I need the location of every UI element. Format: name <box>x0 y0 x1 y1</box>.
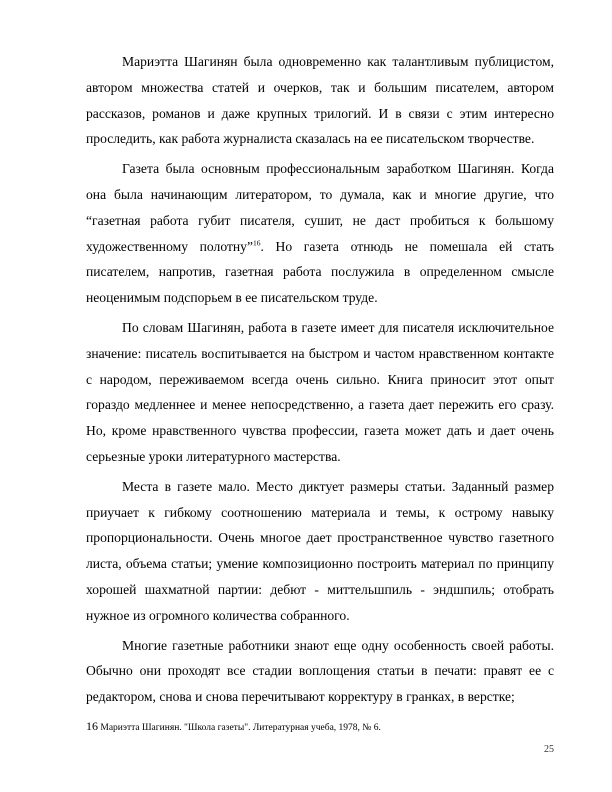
paragraph-3-text: По словам Шагинян, работа в газете имеет для писателя исключительное значение: писатель воспитывается на быстром и частом нравственном контакте с народом, переживаемом всегда очень сильно. Книга приносит этот опыт гораздо медленнее и менее непосредственно, а газета дает пережить его сразу. Но, кроме нравственного чувства профессии, газета может дать и дает очень серьезные уроки литературного мастерства. <box>86 319 554 464</box>
paragraph-2 <box>86 156 554 311</box>
page-number: 25 <box>544 744 554 755</box>
paragraph-5-text: Многие газетные работники знают еще одну особенность своей работы. Обычно они проходят все стадии воплощения статьи в печати: правят ее с редактором, снова и снова перечитывают корректуру в гранках, в верстке; <box>86 637 554 705</box>
footnote-text: Мариэтта Шагинян. "Школа газеты". Литературная учеба, 1978, № 6. <box>98 723 381 733</box>
paragraph-1 <box>86 49 554 152</box>
footnote <box>86 720 554 734</box>
footnote-reference[interactable]: 16 <box>253 238 261 248</box>
paragraph-2-text: Газета была основным профессиональным заработком Шагинян. Когда она была начинающим литератором, то думала, как и многие другие, что “газетная работа губит писателя, сушит, не даст пробиться к большому художественному полотну” <box>86 161 554 254</box>
footnote-number: 16 <box>86 719 98 733</box>
paragraph-2-text-continued: . Но газета отнюдь не помешала ей стать писателем, напротив, газетная работа послужила в определенном смысле неоценимым подспорьем в ее писательском труде. <box>86 238 555 306</box>
paragraph-1-text: Мариэтта Шагинян была одновременно как талантливым публицистом, автором множества статей и очерков, так и большим писателем, автором рассказов, романов и даже крупных трилогий. И в связи с этим интересно проследить, как работа журналиста сказалась на ее писательском творчестве. <box>86 54 554 147</box>
paragraph-4 <box>86 474 554 629</box>
body-text <box>86 49 554 714</box>
paragraph-3 <box>86 315 554 470</box>
paragraph-4-text: Места в газете мало. Место диктует размеры статьи. Заданный размер приучает к гибкому соотношению материала и темы, к острому навыку пропорциональности. Очень многое дает пространственное чувство газетного листа, объема статьи; умение композиционно построить материал по принципу хорошей шахматной партии: дебют - миттельшпиль - эндшпиль; отобрать нужное из огромного количества собранного. <box>86 478 554 623</box>
paragraph-5 <box>86 633 554 710</box>
